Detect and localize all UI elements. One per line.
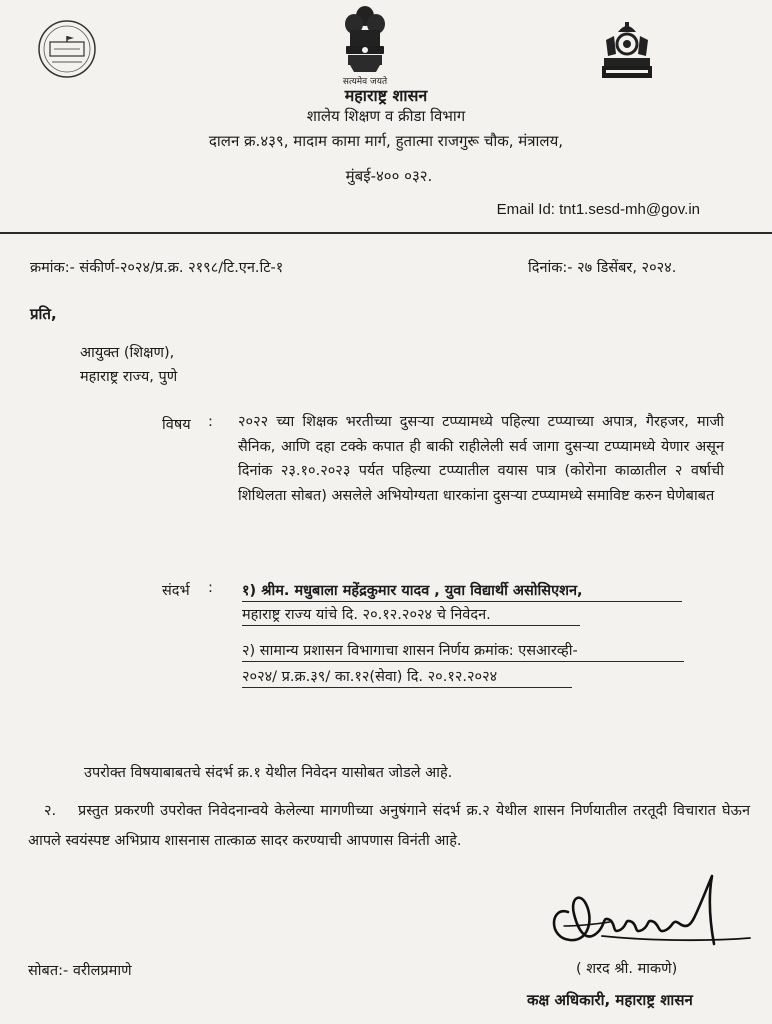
reference-2-line-2: २०२४/ प्र.क्र.३९/ का.१२(सेवा) दि. २०.१२.२०२४ (242, 669, 498, 685)
reference-number: क्रमांक:- संकीर्ण-२०२४/प्र.क्र. २१९८/टि.एन.टि-१ (30, 260, 284, 276)
reference-2-line-1: २) सामान्य प्रशासन विभागाचा शासन निर्णय क्रमांक: एसआरव्ही- (242, 643, 578, 659)
govt-name: महाराष्ट्र शासन (344, 86, 428, 105)
references-colon: : (208, 580, 213, 596)
paragraph-2-number: २. (44, 803, 57, 819)
recipient-line-1: आयुक्त (शिक्षण), (80, 345, 175, 361)
office-city: मुंबई-४०० ०३२. (345, 167, 433, 185)
underline-ref2-b (242, 687, 572, 688)
header-divider (0, 232, 772, 234)
signatory-designation: कक्ष अधिकारी, महाराष्ट्र शासन (527, 991, 693, 1009)
recipient-line-2: महाराष्ट्र राज्य, पुणे (80, 369, 178, 385)
to-label: प्रति, (30, 305, 57, 323)
subject-colon: : (208, 414, 213, 430)
department-name: शालेय शिक्षण व क्रीडा विभाग (306, 107, 466, 125)
underline-ref1-b (242, 625, 580, 626)
school-education-logo-icon (36, 18, 98, 80)
paragraph-2-text: प्रस्तुत प्रकरणी उपरोक्त निवेदनान्वये केलेल्या मागणीच्या अनुषंगाने संदर्भ क्र.२ येथील शासन निर्णयातील तरतूदी विचारात घेऊन आपले स्वयंस्पष्ट अभिप्राय शासनास तात्काळ सादर करण्याची आपणास विनंती आहे. (28, 803, 750, 849)
body-paragraph-1: उपरोक्त विषयाबाबतचे संदर्भ क्र.१ येथील निवेदन यासोबत जोडले आहे. (84, 765, 453, 781)
subject-text: २०२२ च्या शिक्षक भरतीच्या दुसऱ्या टप्प्यामध्ये पहिल्या टप्प्याच्या अपात्र, गैरहजर, माजी सैनिक, आणि दहा टक्के कपात ही बाकी राहीलेली सर्व जागा दुसऱ्या टप्प्यामध्ये येणार असून दिनांक २३.१०.२०२३ पर्यत पहिल्या टप्प्यातील वयास पात्र (कोरोना काळातील २ वर्षाची शिथिलता सोबत) असलेले अभियोग्यता धारकांना दुसऱ्या टप्प्यामध्ये समाविष्ट करुन घेणेबाबत (238, 414, 724, 504)
enclosure-note: सोबत:- वरीलप्रमाणे (28, 963, 132, 979)
body-paragraph-2 (28, 796, 750, 856)
underline-ref2-a (242, 661, 684, 662)
letter-date: दिनांक:- २७ डिसेंबर, २०२४. (528, 260, 677, 276)
emblem-motto: सत्यमेव जयते (342, 77, 388, 87)
reference-1-line-1: १) श्रीम. मधुबाला महेंद्रकुमार यादव , युवा विद्यार्थी असोसिएशन, (242, 583, 583, 599)
signatory-name: ( शरद श्री. माकणे) (576, 961, 678, 977)
reference-1-line-2: महाराष्ट्र राज्य यांचे दि. २०.१२.२०२४ चे निवेदन. (242, 607, 491, 623)
state-seal-icon (596, 18, 658, 82)
office-email: Email Id: tnt1.sesd-mh@gov.in (496, 201, 700, 218)
references-label: संदर्भ (162, 583, 190, 599)
national-emblem-icon (336, 2, 394, 82)
subject-label: विषय (162, 417, 191, 433)
office-address: दालन क्र.४३९, मादाम कामा मार्ग, हुतात्मा राजगुरू चौक, मंत्रालय, (208, 132, 564, 150)
handwritten-signature (540, 868, 754, 962)
underline-ref1-a (242, 601, 682, 602)
